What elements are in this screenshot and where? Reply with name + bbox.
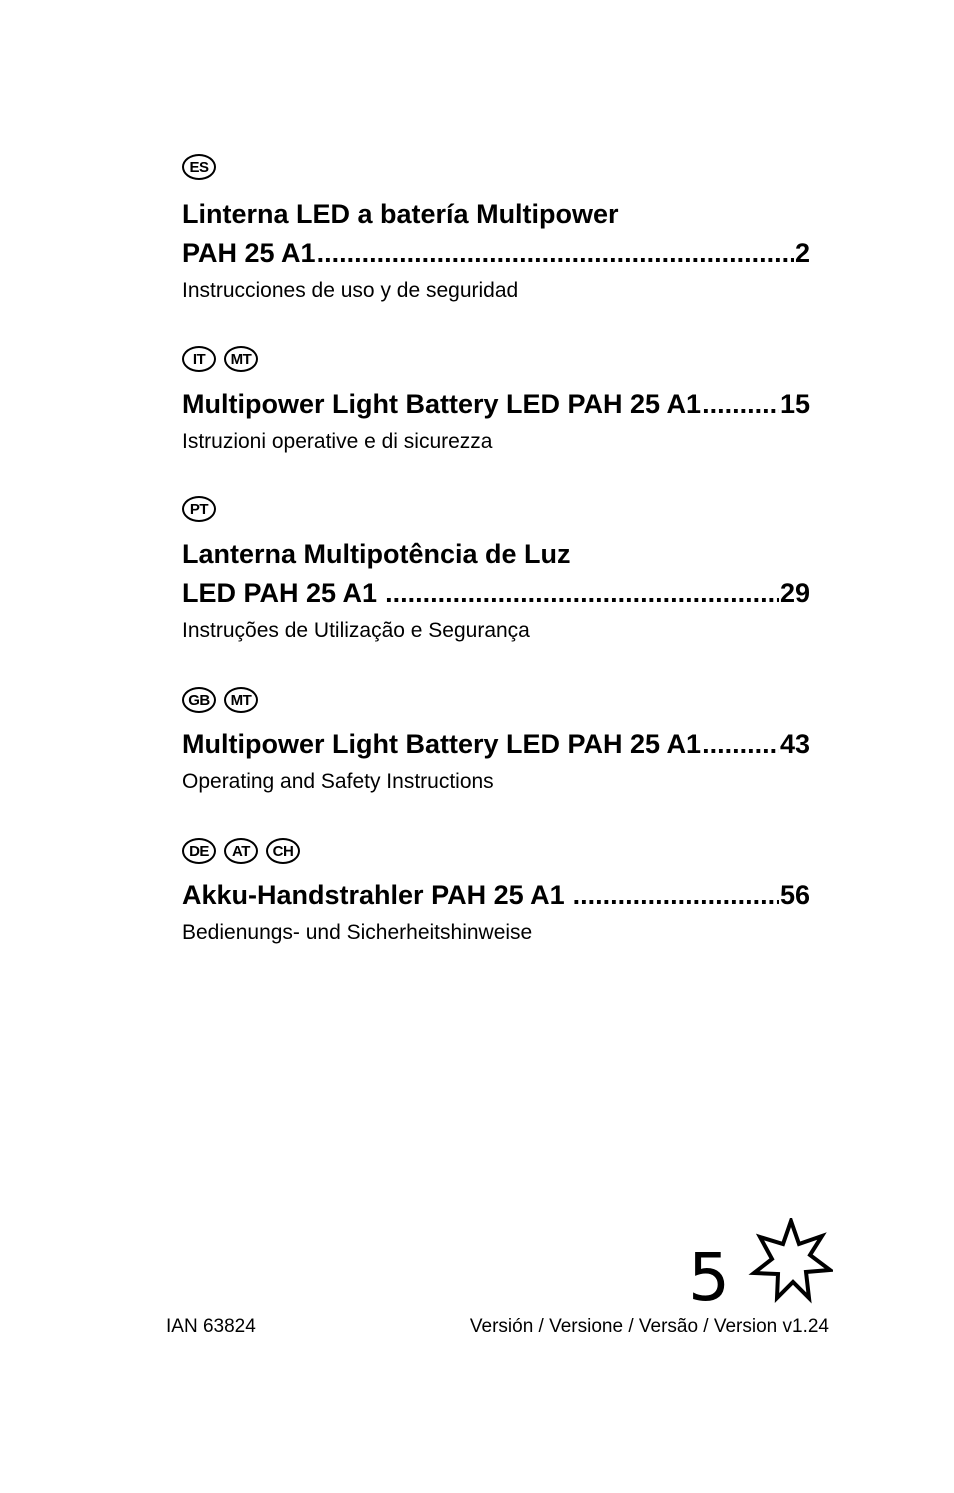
toc-entry-pt (182, 494, 810, 645)
ian-number: IAN 63824 (166, 1316, 256, 1337)
language-badge-mt: MT (224, 346, 258, 372)
title-text: Akku-Handstrahler PAH 25 A1 (182, 880, 565, 910)
entry-title (182, 535, 810, 613)
title-text: Lanterna Multipotência de Luz (182, 539, 571, 569)
leader-dots (573, 876, 779, 915)
page-number: 15 (779, 389, 810, 419)
language-badge-at: AT (224, 838, 258, 864)
star-outline-icon (754, 1221, 830, 1298)
leader-dots (385, 574, 779, 613)
title-text: LED PAH 25 A1 (182, 578, 378, 608)
language-badge-ch: CH (266, 838, 300, 864)
entry-title (182, 385, 810, 424)
entry-subtitle: Instruções de Utilização e Segurança (182, 619, 530, 642)
language-badges (182, 685, 810, 715)
page-number: 2 (794, 238, 810, 268)
language-badge-mt: MT (224, 687, 258, 713)
language-badge-de: DE (182, 838, 216, 864)
entry-title (182, 876, 810, 915)
entry-subtitle: Istruzioni operative e di sicurezza (182, 430, 493, 453)
page-number: 43 (779, 729, 810, 759)
title-text: Multipower Light Battery LED PAH 25 A1 (182, 389, 702, 419)
title-line-with-page (182, 574, 810, 613)
warranty-logo (688, 1218, 833, 1306)
entry-subtitle: Instrucciones de uso y de seguridad (182, 279, 519, 302)
leader-dots (702, 725, 779, 764)
entry-title (182, 195, 810, 273)
title-text: Linterna LED a batería Multipower (182, 199, 619, 229)
language-badge-pt: PT (182, 496, 216, 522)
warranty-years-number: 5 (688, 1239, 730, 1306)
title-text: Multipower Light Battery LED PAH 25 A1 (182, 729, 702, 759)
language-badge-it: IT (182, 346, 216, 372)
title-text: PAH 25 A1 (182, 238, 316, 268)
warranty-logo-graphic (688, 1218, 833, 1306)
leader-dots (702, 385, 779, 424)
title-line (182, 195, 810, 234)
language-badges (182, 836, 810, 866)
language-badge-gb: GB (182, 687, 216, 713)
page-number: 29 (779, 578, 810, 608)
entry-subtitle: Operating and Safety Instructions (182, 770, 494, 793)
title-line-with-page (182, 876, 810, 915)
toc-entry-gb-mt (182, 685, 810, 796)
page-number: 56 (779, 880, 810, 910)
entry-title (182, 725, 810, 764)
language-badges (182, 494, 810, 524)
language-badges (182, 344, 810, 374)
title-line-with-page (182, 725, 810, 764)
title-line-with-page (182, 234, 810, 273)
title-line-with-page (182, 385, 810, 424)
entry-subtitle: Bedienungs- und Sicherheitshinweise (182, 921, 533, 944)
title-line (182, 535, 810, 574)
toc-entry-it-mt (182, 344, 810, 456)
language-badges (182, 152, 810, 182)
leader-dots (317, 234, 794, 273)
language-badge-es: ES (182, 154, 216, 180)
version-text: Versión / Versione / Versão / Version v1.24 (469, 1316, 829, 1337)
toc-entry-de-at-ch (182, 836, 810, 947)
toc-entry-es (182, 152, 810, 305)
